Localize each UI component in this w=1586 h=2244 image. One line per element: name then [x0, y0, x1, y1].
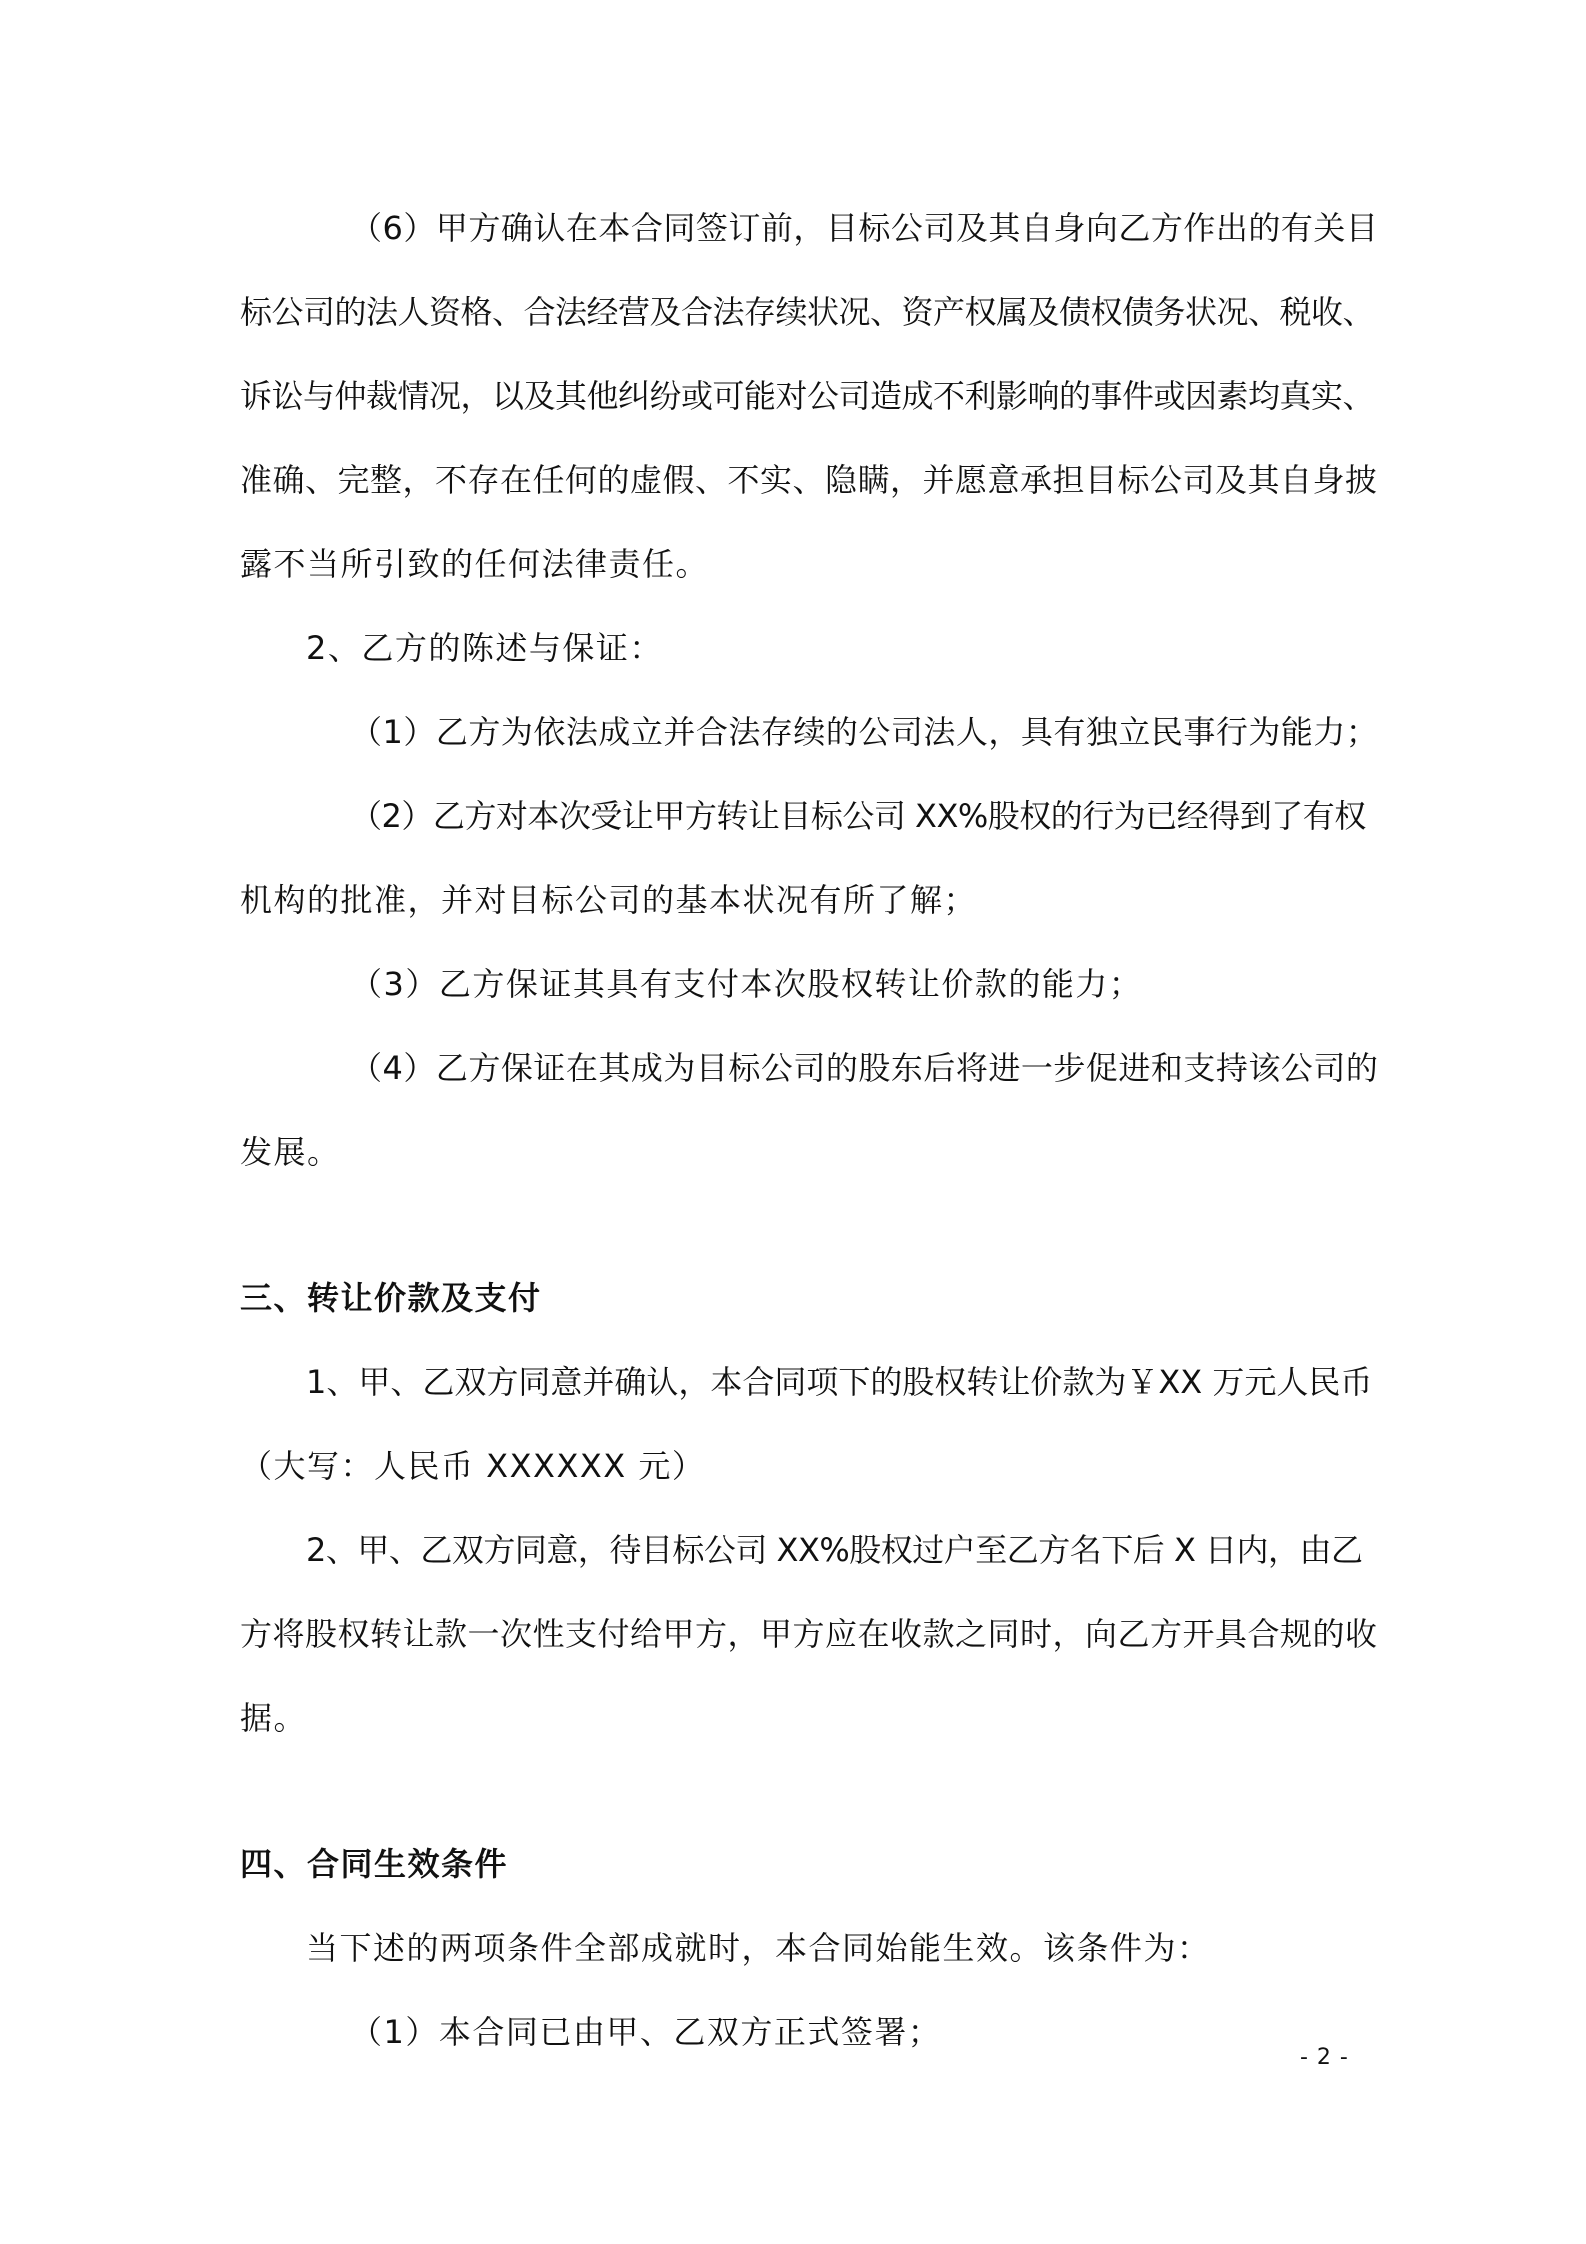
article-4-heading: 四、合同生效条件 — [240, 1845, 509, 1883]
clause-3-1-line-1: 1、甲、乙双方同意并确认，本合同项下的股权转让价款为￥XX 万元人民币 — [306, 1363, 1373, 1401]
page-number: - 2 - — [1300, 2045, 1349, 2070]
article-4-intro: 当下述的两项条件全部成就时，本合同始能生效。该条件为： — [306, 1929, 1211, 1967]
clause-1-6-line-3: 诉讼与仲裁情况，以及其他纠纷或可能对公司造成不利影响的事件或因素均真实、 — [240, 377, 1375, 415]
clause-3-2-line-2: 方将股权转让款一次性支付给甲方，甲方应在收款之同时，向乙方开具合规的收 — [240, 1615, 1378, 1653]
clause-1-6-line-1: （6）甲方确认在本合同签订前，目标公司及其自身向乙方作出的有关目 — [350, 209, 1379, 247]
clause-2-4-line-1: （4）乙方保证在其成为目标公司的股东后将进一步促进和支持该公司的 — [350, 1049, 1379, 1087]
clause-1-6-line-4: 准确、完整，不存在任何的虚假、不实、隐瞒，并愿意承担目标公司及其自身披 — [240, 461, 1378, 499]
clause-2-3: （3）乙方保证其具有支付本次股权转让价款的能力； — [350, 965, 1143, 1003]
clause-2-1: （1）乙方为依法成立并合法存续的公司法人，具有独立民事行为能力； — [350, 713, 1379, 751]
clause-3-1-line-2: （大写：人民币 XXXXXX 元） — [240, 1447, 706, 1485]
article-3-heading: 三、转让价款及支付 — [240, 1279, 542, 1317]
clause-2-4-line-2: 发展。 — [240, 1133, 341, 1171]
section-2-heading: 2、乙方的陈述与保证： — [306, 629, 663, 667]
clause-2-2-line-2: 机构的批准，并对目标公司的基本状况有所了解； — [240, 881, 978, 919]
clause-3-2-line-1: 2、甲、乙双方同意，待目标公司 XX%股权过户至乙方名下后 X 日内，由乙 — [306, 1531, 1363, 1569]
clause-1-6-line-2: 标公司的法人资格、合法经营及合法存续状况、资产权属及债权债务状况、税收、 — [240, 293, 1375, 331]
clause-4-1: （1）本合同已由甲、乙双方正式签署； — [350, 2013, 942, 2051]
clause-2-2-line-1: （2）乙方对本次受让甲方转让目标公司 XX%股权的行为已经得到了有权 — [350, 797, 1366, 835]
clause-3-2-line-3: 据。 — [240, 1699, 308, 1737]
clause-1-6-line-5: 露不当所引致的任何法律责任。 — [240, 545, 710, 583]
